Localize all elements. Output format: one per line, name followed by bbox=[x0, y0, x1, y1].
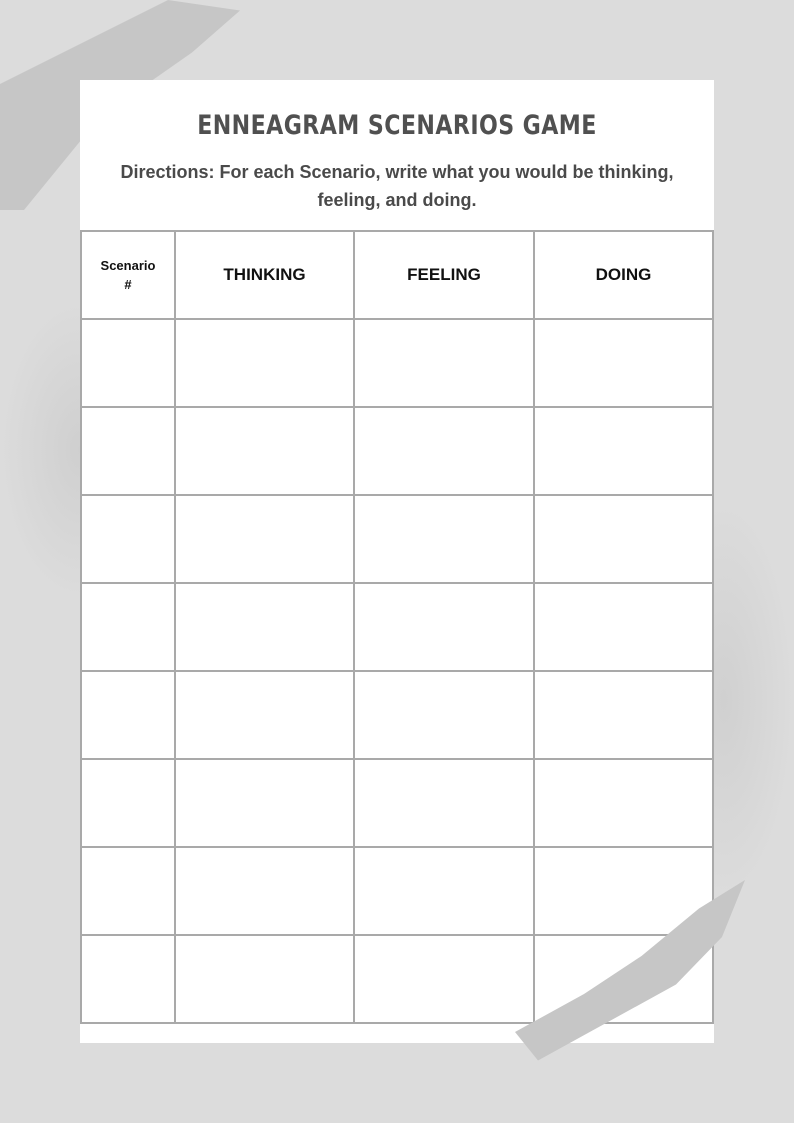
doing-cell[interactable] bbox=[534, 583, 713, 671]
header-thinking: THINKING bbox=[175, 231, 354, 319]
scenario-cell[interactable] bbox=[81, 495, 175, 583]
feeling-cell[interactable] bbox=[354, 935, 534, 1023]
page-title: ENNEAGRAM SCENARIOS GAME bbox=[197, 110, 597, 141]
scenario-cell[interactable] bbox=[81, 407, 175, 495]
header-scenario-label: Scenario bbox=[100, 258, 156, 273]
directions-text: Directions: For each Scenario, write what you would be thinking, feeling, and doing. bbox=[120, 162, 674, 210]
feeling-cell[interactable] bbox=[354, 583, 534, 671]
table-row bbox=[81, 759, 713, 847]
scenario-cell[interactable] bbox=[81, 847, 175, 935]
feeling-cell[interactable] bbox=[354, 847, 534, 935]
thinking-cell[interactable] bbox=[175, 583, 354, 671]
thinking-cell[interactable] bbox=[175, 407, 354, 495]
table-row bbox=[81, 847, 713, 935]
doing-cell[interactable] bbox=[534, 495, 713, 583]
doing-cell[interactable] bbox=[534, 319, 713, 407]
feeling-cell[interactable] bbox=[354, 759, 534, 847]
table-row bbox=[81, 319, 713, 407]
feeling-cell[interactable] bbox=[354, 319, 534, 407]
doing-cell[interactable] bbox=[534, 759, 713, 847]
feeling-cell[interactable] bbox=[354, 495, 534, 583]
doing-cell[interactable] bbox=[534, 671, 713, 759]
scenario-cell[interactable] bbox=[81, 935, 175, 1023]
feeling-cell[interactable] bbox=[354, 671, 534, 759]
table-row bbox=[81, 407, 713, 495]
header-scenario-hash: # bbox=[124, 277, 132, 292]
thinking-cell[interactable] bbox=[175, 759, 354, 847]
thinking-cell[interactable] bbox=[175, 319, 354, 407]
scenarios-table bbox=[80, 230, 714, 1024]
header-feeling: FEELING bbox=[354, 231, 534, 319]
thinking-cell[interactable] bbox=[175, 847, 354, 935]
doing-cell[interactable] bbox=[534, 407, 713, 495]
scenario-cell[interactable] bbox=[81, 583, 175, 671]
header-scenario bbox=[81, 231, 175, 319]
table-row bbox=[81, 671, 713, 759]
table-row bbox=[81, 495, 713, 583]
scenario-cell[interactable] bbox=[81, 759, 175, 847]
table-header-row bbox=[81, 231, 713, 319]
thinking-cell[interactable] bbox=[175, 495, 354, 583]
feeling-cell[interactable] bbox=[354, 407, 534, 495]
thinking-cell[interactable] bbox=[175, 935, 354, 1023]
thinking-cell[interactable] bbox=[175, 671, 354, 759]
header-doing: DOING bbox=[534, 231, 713, 319]
table-row bbox=[81, 583, 713, 671]
scenario-cell[interactable] bbox=[81, 319, 175, 407]
scenario-cell[interactable] bbox=[81, 671, 175, 759]
